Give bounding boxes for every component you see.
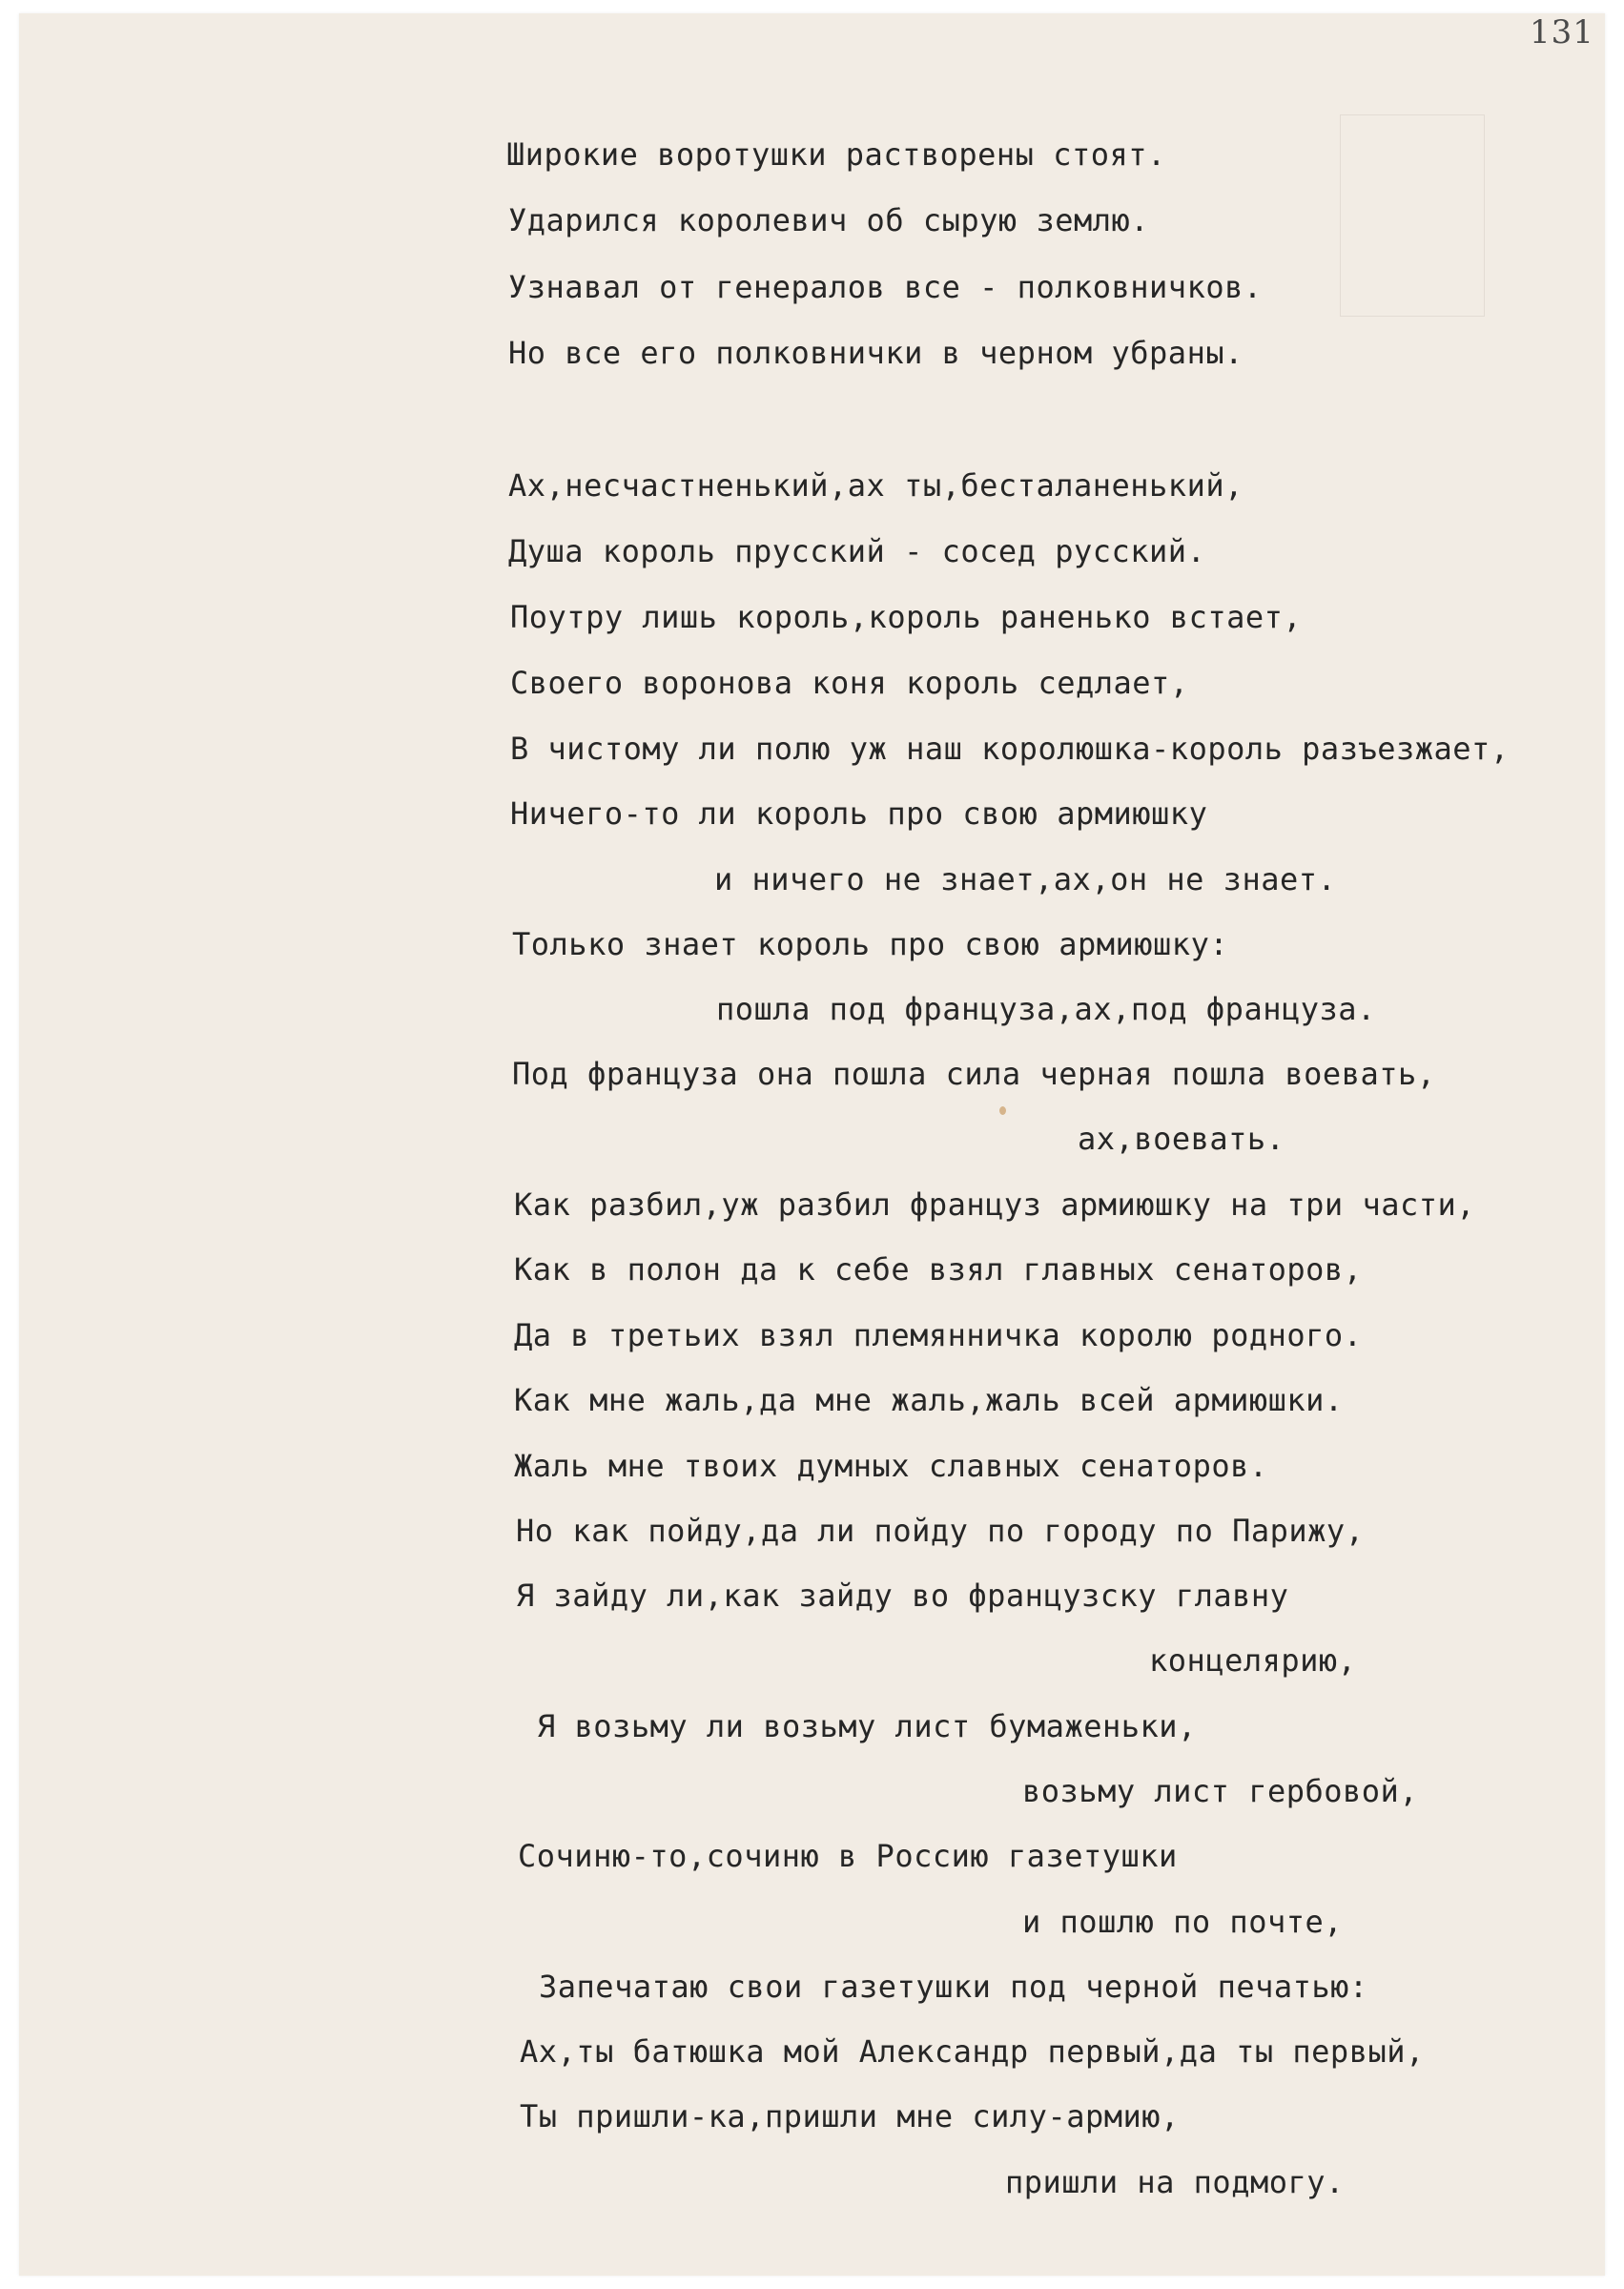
text-line: Только знает король про свою армиюшку: — [512, 926, 1229, 962]
text-line: Ты пришли-ка,пришли мне силу-армию, — [520, 2098, 1180, 2134]
text-line: Жаль мне твоих думных славных сенаторов. — [514, 1448, 1268, 1484]
text-line: ах,воевать. — [1078, 1121, 1285, 1157]
text-line: Своего воронова коня король седлает, — [510, 665, 1189, 701]
text-line: В чистому ли полю уж наш королюшка-король разъезжает, — [510, 731, 1510, 767]
text-line: Узнавал от генералов все - полковничков. — [508, 269, 1263, 305]
text-line: возьму лист гербовой, — [1022, 1773, 1419, 1809]
text-line: Широкие воротушки растворены стоят. — [506, 136, 1166, 173]
text-line: Душа король прусский - сосед русский. — [508, 533, 1206, 569]
text-line: Ничего-то ли король про свою армиюшку — [510, 795, 1208, 832]
paper-stain — [999, 1106, 1006, 1115]
text-line: Да в третьих взял племянничка королю родного. — [514, 1317, 1363, 1353]
text-line: Как разбил,уж разбил француз армиюшку на три части, — [514, 1186, 1476, 1223]
text-line: Ударился королевич об сырую землю. — [508, 202, 1150, 238]
text-line: Под француза она пошла сила черная пошла воевать, — [512, 1056, 1436, 1092]
text-line: Как мне жаль,да мне жаль,жаль всей армиюшки. — [514, 1382, 1344, 1418]
text-line: Я возьму ли возьму лист бумаженьки, — [537, 1708, 1197, 1744]
text-line: Ах,несчастненький,ах ты,бесталаненький, — [508, 467, 1244, 504]
text-line: Но все его полковнички в черном убраны. — [508, 335, 1244, 371]
text-line: Запечатаю свои газетушки под черной печатью: — [539, 1969, 1368, 2005]
text-line: Сочиню-то,сочиню в Россию газетушки — [518, 1838, 1178, 1874]
text-line: и пошлю по почте, — [1022, 1904, 1344, 1940]
text-line: Поутру лишь король,король раненько встает, — [510, 599, 1303, 635]
text-line: Но как пойду,да ли пойду по городу по Парижу, — [516, 1513, 1365, 1549]
text-line: Ах,ты батюшка мой Александр первый,да ты первый, — [520, 2033, 1425, 2070]
text-line: пошла под француза,ах,под француза. — [716, 991, 1376, 1027]
text-line: пришли на подмогу. — [1005, 2164, 1345, 2200]
text-line: Как в полон да к себе взял главных сенаторов, — [514, 1251, 1363, 1288]
page-number: 131 — [1530, 13, 1594, 52]
text-line: Я зайду ли,как зайду во французску главну — [516, 1578, 1289, 1614]
faint-stamp-impression — [1340, 114, 1485, 317]
text-line: и ничего не знает,ах,он не знает. — [714, 861, 1337, 897]
text-line: концелярию, — [1149, 1642, 1357, 1679]
